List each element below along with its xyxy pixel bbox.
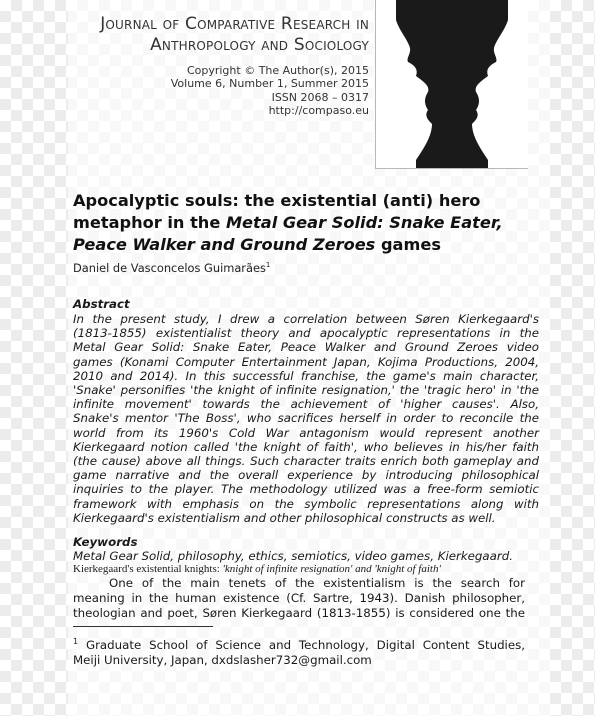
abstract-line: Metal Gear Solid: Snake Eater, Peace Walker and Ground Zeroes video bbox=[73, 340, 539, 355]
abstract-line: Snake's mentor 'The Boss', who sacrifices herself in order to reconcile the bbox=[73, 411, 539, 426]
footnote-text-1: Graduate School of Science and Technology, Digital Content Studies, bbox=[78, 637, 525, 652]
title-part-plain: metaphor in the bbox=[73, 213, 226, 232]
abstract-line: games (Konami Computer Entertainment Japan, Kojima Productions, 2004, bbox=[73, 354, 539, 369]
title-line-3 bbox=[73, 234, 533, 256]
abstract-line: inquiries to the player. The methodology utilized was a free-form semiotic bbox=[73, 482, 539, 497]
title-part-plain-2: games bbox=[375, 235, 441, 254]
journal-logo bbox=[375, 0, 528, 169]
journal-name bbox=[49, 14, 369, 56]
footnote bbox=[73, 634, 525, 668]
abstract-line: In the present study, I drew a correlation between Søren Kierkegaard's bbox=[73, 312, 539, 326]
keywords-secondary bbox=[73, 563, 441, 575]
abstract-heading: Abstract bbox=[73, 297, 130, 311]
title-line-1: Apocalyptic souls: the existential (anti) hero bbox=[73, 191, 481, 210]
abstract-text bbox=[73, 312, 539, 525]
body-line: meaning in the human existence (Cf. Sartre, 1943). Danish philosopher, bbox=[73, 591, 525, 606]
journal-meta bbox=[171, 64, 369, 117]
abstract-line: infinite movement' towards the achievement of 'higher causes'. Also, bbox=[73, 397, 539, 412]
journal-name-line2: Anthropology and Sociology bbox=[150, 35, 369, 55]
rubin-vase-icon bbox=[376, 0, 528, 168]
journal-url[interactable]: http://compaso.eu bbox=[268, 103, 369, 117]
title-part-italic-2: Peace Walker and Ground Zeroes bbox=[73, 235, 376, 254]
keywords-secondary-italic: 'knight of infinite resignation' and 'knight of faith' bbox=[222, 563, 441, 575]
footnote-line-2: Meiji University, Japan, dxdslasher732@gmail.com bbox=[73, 653, 372, 668]
abstract-line: Kierkegaard notion called 'the knight of faith', who believes in his/her faith bbox=[73, 439, 539, 454]
abstract-line: (the cause) above all things. Such character traits enrich both gameplay and bbox=[73, 454, 539, 469]
journal-name-line1: Journal of Comparative Research in bbox=[100, 14, 369, 34]
volume-line: Volume 6, Number 1, Summer 2015 bbox=[170, 77, 369, 91]
abstract-line: 2010 and 2014). In this successful franchise, the game's main character, bbox=[73, 368, 539, 383]
title-part-italic: Metal Gear Solid: Snake Eater, bbox=[225, 213, 503, 232]
abstract-line: (1813-1855) existentialist theory and apocalyptic representations in the bbox=[73, 326, 539, 341]
body-line: One of the main tenets of the existentialism is the search for bbox=[109, 576, 525, 590]
author-text: Daniel de Vasconcelos Guimarães bbox=[73, 261, 266, 275]
footnote-mark: 1 bbox=[73, 637, 79, 646]
author-footnote-mark[interactable]: 1 bbox=[265, 261, 271, 270]
abstract-line: game narrative and the overall experience by introducing philosophical bbox=[73, 468, 539, 483]
keywords-list: Metal Gear Solid, philosophy, ethics, semiotics, video games, Kierkegaard. bbox=[73, 549, 513, 563]
issn-line: ISSN 2068 – 0317 bbox=[271, 90, 369, 104]
abstract-line: Kierkegaard's existentialism and other philosophical constructs as well. bbox=[73, 510, 496, 525]
title-line-2 bbox=[73, 212, 533, 234]
body-line: theologian and poet, Søren Kierkegaard (1813-1855) is considered one the bbox=[73, 606, 525, 621]
footnote-divider bbox=[73, 626, 213, 627]
footnote-line-1 bbox=[73, 634, 525, 653]
paper-title bbox=[73, 190, 533, 256]
abstract-line: world from its 1960's Cold War antagonism would represent another bbox=[73, 425, 539, 440]
copyright-line: Copyright © The Author(s), 2015 bbox=[186, 64, 369, 77]
body-text bbox=[73, 576, 525, 622]
author-name bbox=[73, 261, 270, 275]
abstract-line: 'Snake' personifies 'the knight of infinite resignation,' the 'tragic hero' in 'the bbox=[73, 383, 539, 398]
keywords-secondary-prefix: Kierkegaard's existential knights: bbox=[73, 563, 223, 575]
abstract-line: framework with emphasis on the symbolic representations along with bbox=[73, 496, 539, 511]
keywords-heading: Keywords bbox=[73, 535, 138, 549]
